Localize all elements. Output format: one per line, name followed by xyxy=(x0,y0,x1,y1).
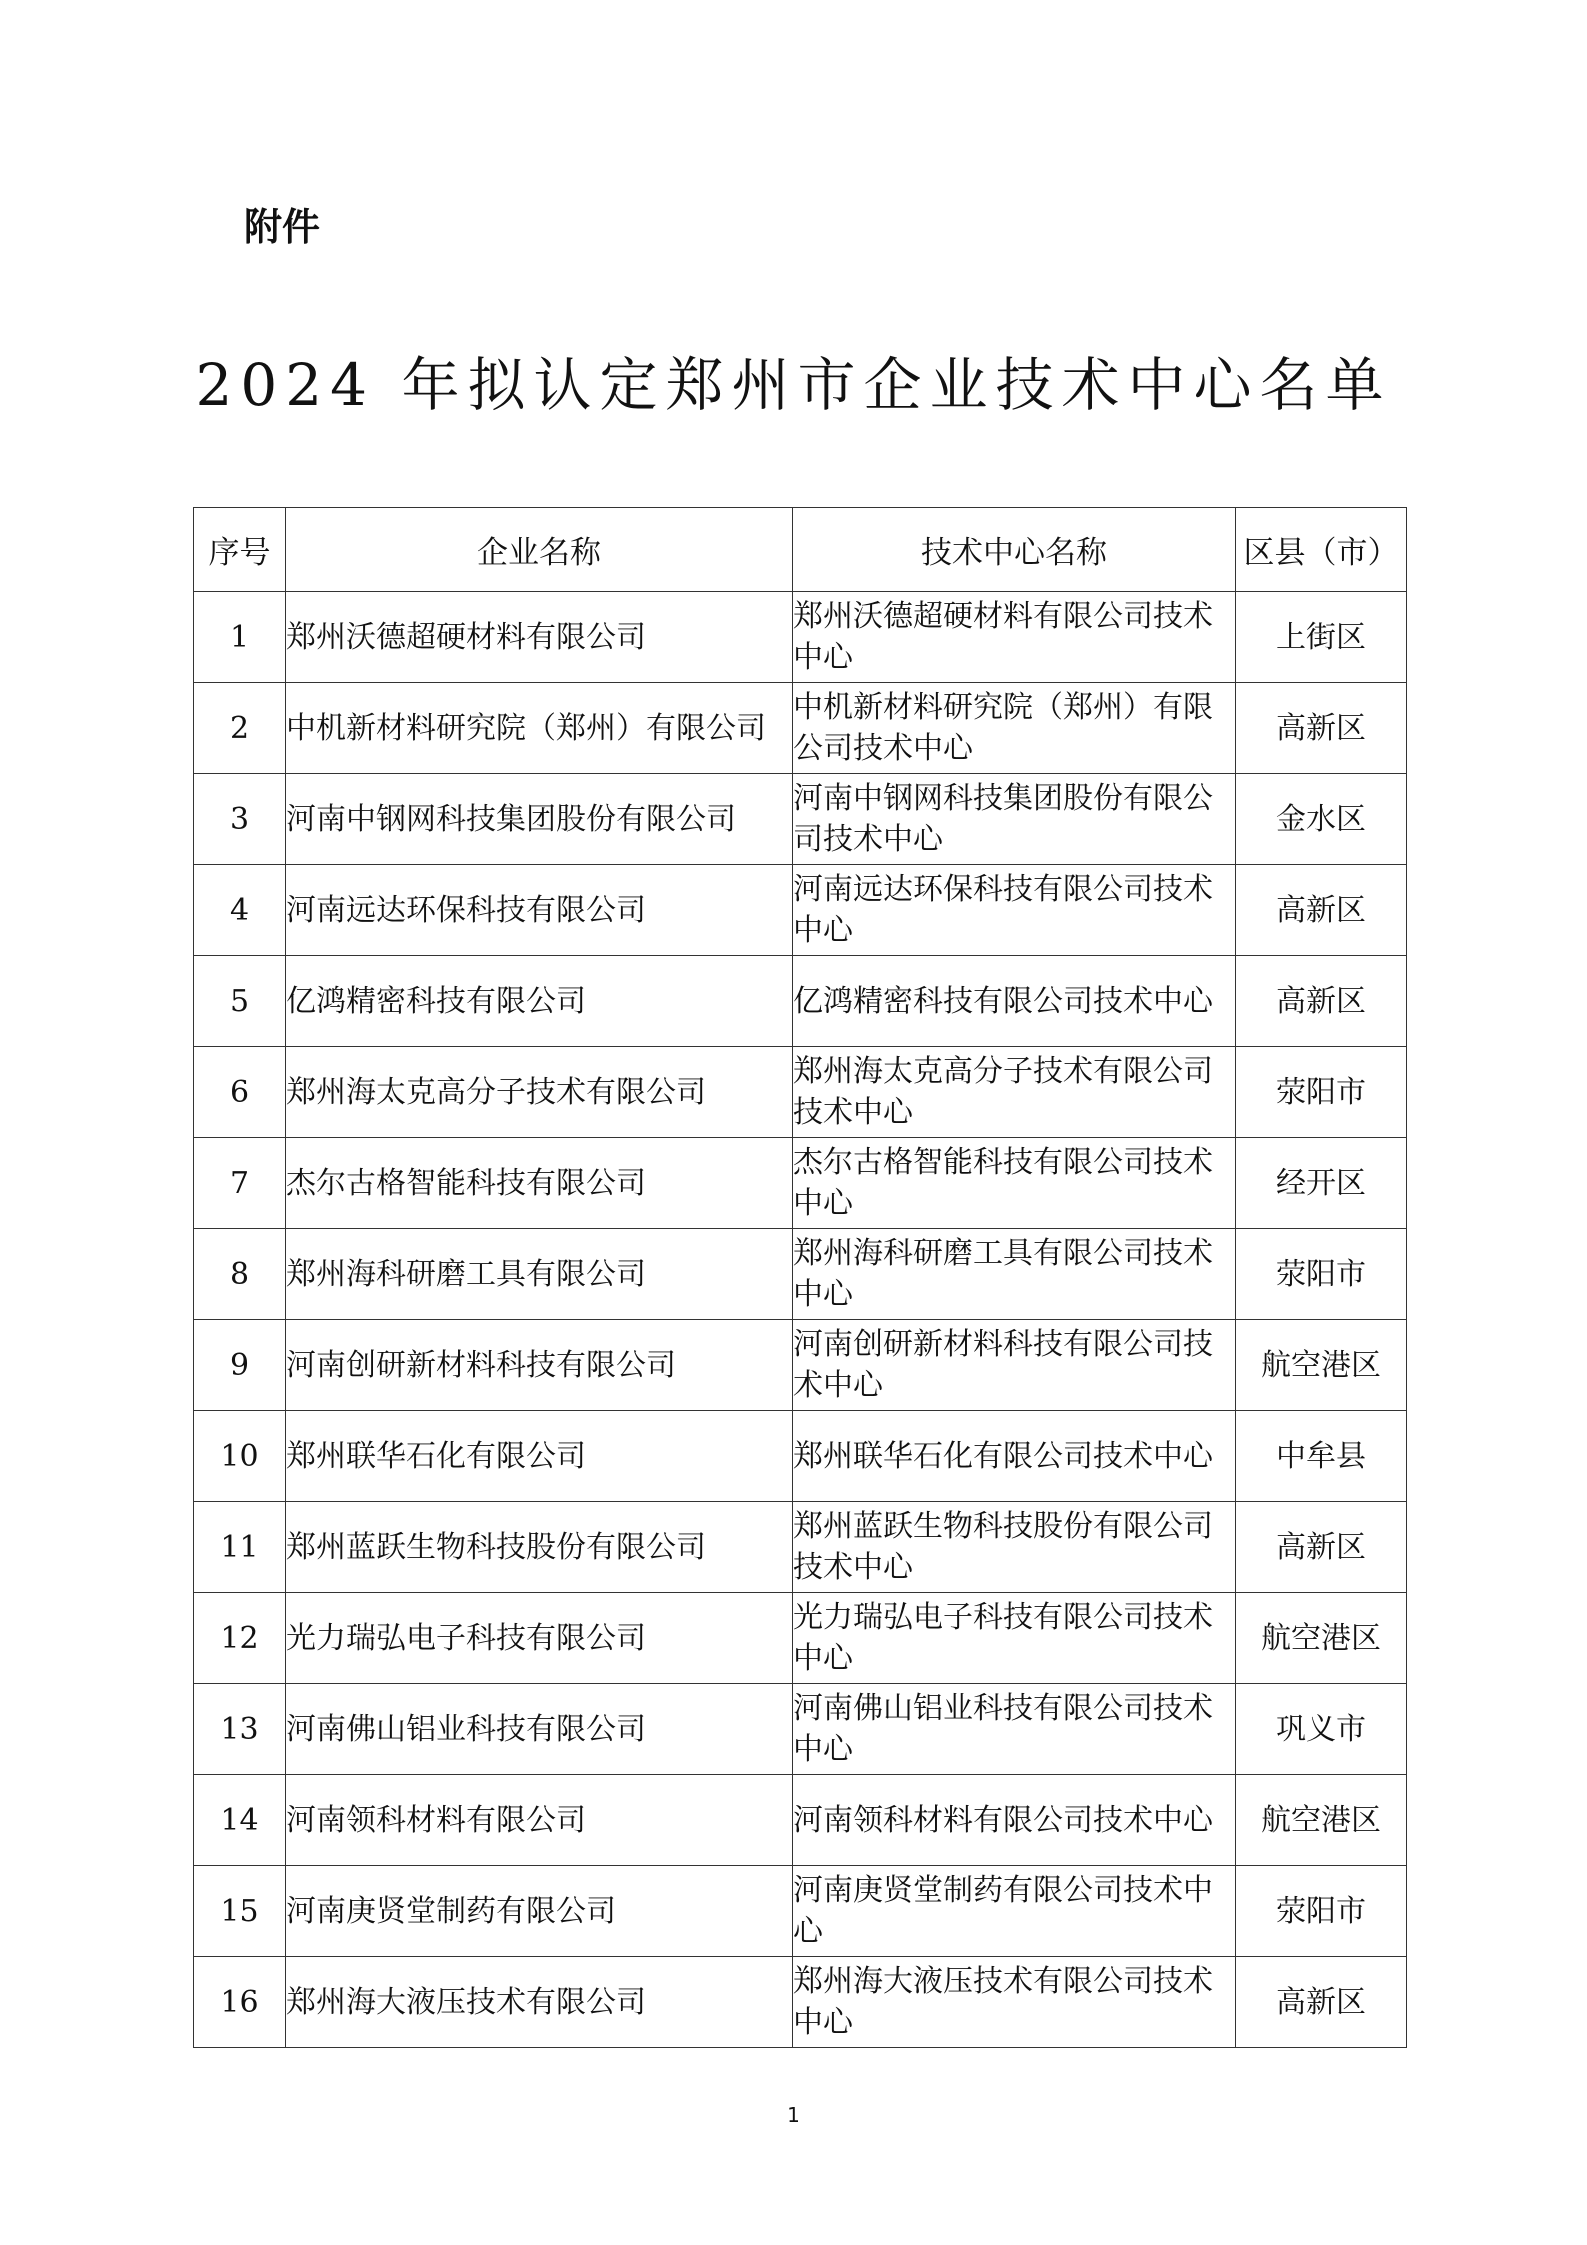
row-serial-number: 16 xyxy=(194,1957,286,2048)
header-district: 区县（市） xyxy=(1236,508,1407,592)
row-tech-center-name: 河南领科材料有限公司技术中心 xyxy=(793,1775,1236,1866)
row-company-name: 河南庚贤堂制药有限公司 xyxy=(286,1866,793,1957)
row-serial-number: 15 xyxy=(194,1866,286,1957)
row-district: 荥阳市 xyxy=(1236,1047,1407,1138)
row-company-name: 河南远达环保科技有限公司 xyxy=(286,865,793,956)
row-serial-number: 14 xyxy=(194,1775,286,1866)
attachment-label: 附件 xyxy=(244,205,321,249)
row-tech-center-name: 河南佛山铝业科技有限公司技术中心 xyxy=(793,1684,1236,1775)
row-tech-center-name: 郑州沃德超硬材料有限公司技术中心 xyxy=(793,592,1236,683)
row-serial-number: 8 xyxy=(194,1229,286,1320)
header-serial-number: 序号 xyxy=(194,508,286,592)
row-district: 高新区 xyxy=(1236,1502,1407,1593)
row-company-name: 河南中钢网科技集团股份有限公司 xyxy=(286,774,793,865)
row-tech-center-name: 郑州海大液压技术有限公司技术中心 xyxy=(793,1957,1236,2048)
row-tech-center-name: 郑州联华石化有限公司技术中心 xyxy=(793,1411,1236,1502)
row-serial-number: 11 xyxy=(194,1502,286,1593)
row-serial-number: 5 xyxy=(194,956,286,1047)
row-company-name: 郑州蓝跃生物科技股份有限公司 xyxy=(286,1502,793,1593)
row-district: 高新区 xyxy=(1236,956,1407,1047)
row-district: 航空港区 xyxy=(1236,1775,1407,1866)
row-serial-number: 2 xyxy=(194,683,286,774)
row-serial-number: 13 xyxy=(194,1684,286,1775)
table-row xyxy=(194,865,1407,956)
row-tech-center-name: 郑州海科研磨工具有限公司技术中心 xyxy=(793,1229,1236,1320)
row-tech-center-name: 亿鸿精密科技有限公司技术中心 xyxy=(793,956,1236,1047)
header-company-name: 企业名称 xyxy=(286,508,793,592)
table-body xyxy=(194,592,1407,2048)
page-number: 1 xyxy=(787,2103,800,2127)
row-district: 金水区 xyxy=(1236,774,1407,865)
row-company-name: 河南领科材料有限公司 xyxy=(286,1775,793,1866)
row-district: 航空港区 xyxy=(1236,1593,1407,1684)
row-district: 航空港区 xyxy=(1236,1320,1407,1411)
table-row xyxy=(194,592,1407,683)
row-district: 荥阳市 xyxy=(1236,1866,1407,1957)
table-row xyxy=(194,1866,1407,1957)
row-serial-number: 12 xyxy=(194,1593,286,1684)
table-row xyxy=(194,1320,1407,1411)
table-row xyxy=(194,1411,1407,1502)
row-serial-number: 3 xyxy=(194,774,286,865)
row-company-name: 杰尔古格智能科技有限公司 xyxy=(286,1138,793,1229)
table-row xyxy=(194,1138,1407,1229)
row-district: 经开区 xyxy=(1236,1138,1407,1229)
row-company-name: 郑州联华石化有限公司 xyxy=(286,1411,793,1502)
row-tech-center-name: 光力瑞弘电子科技有限公司技术中心 xyxy=(793,1593,1236,1684)
table-row xyxy=(194,1047,1407,1138)
row-company-name: 光力瑞弘电子科技有限公司 xyxy=(286,1593,793,1684)
table-row xyxy=(194,1684,1407,1775)
row-serial-number: 1 xyxy=(194,592,286,683)
row-district: 高新区 xyxy=(1236,1957,1407,2048)
row-tech-center-name: 河南中钢网科技集团股份有限公司技术中心 xyxy=(793,774,1236,865)
table-row xyxy=(194,1775,1407,1866)
row-tech-center-name: 河南创研新材料科技有限公司技术中心 xyxy=(793,1320,1236,1411)
row-company-name: 郑州沃德超硬材料有限公司 xyxy=(286,592,793,683)
row-company-name: 河南创研新材料科技有限公司 xyxy=(286,1320,793,1411)
row-company-name: 郑州海科研磨工具有限公司 xyxy=(286,1229,793,1320)
row-district: 高新区 xyxy=(1236,683,1407,774)
row-company-name: 郑州海大液压技术有限公司 xyxy=(286,1957,793,2048)
row-tech-center-name: 中机新材料研究院（郑州）有限公司技术中心 xyxy=(793,683,1236,774)
row-tech-center-name: 郑州蓝跃生物科技股份有限公司技术中心 xyxy=(793,1502,1236,1593)
row-district: 荥阳市 xyxy=(1236,1229,1407,1320)
enterprise-list-table xyxy=(193,507,1407,2048)
row-company-name: 亿鸿精密科技有限公司 xyxy=(286,956,793,1047)
row-tech-center-name: 郑州海太克高分子技术有限公司技术中心 xyxy=(793,1047,1236,1138)
table-row xyxy=(194,1593,1407,1684)
row-tech-center-name: 杰尔古格智能科技有限公司技术中心 xyxy=(793,1138,1236,1229)
row-serial-number: 7 xyxy=(194,1138,286,1229)
table-row xyxy=(194,1957,1407,2048)
row-district: 中牟县 xyxy=(1236,1411,1407,1502)
row-district: 上街区 xyxy=(1236,592,1407,683)
table-row xyxy=(194,1229,1407,1320)
table-row xyxy=(194,683,1407,774)
row-district: 巩义市 xyxy=(1236,1684,1407,1775)
page-title: 2024 年拟认定郑州市企业技术中心名单 xyxy=(195,351,1392,419)
row-serial-number: 10 xyxy=(194,1411,286,1502)
row-tech-center-name: 河南庚贤堂制药有限公司技术中心 xyxy=(793,1866,1236,1957)
row-serial-number: 6 xyxy=(194,1047,286,1138)
table-row xyxy=(194,1502,1407,1593)
row-company-name: 郑州海太克高分子技术有限公司 xyxy=(286,1047,793,1138)
row-company-name: 河南佛山铝业科技有限公司 xyxy=(286,1684,793,1775)
header-tech-center-name: 技术中心名称 xyxy=(793,508,1236,592)
table-header-row xyxy=(194,508,1407,592)
table-row xyxy=(194,956,1407,1047)
row-district: 高新区 xyxy=(1236,865,1407,956)
row-serial-number: 4 xyxy=(194,865,286,956)
row-tech-center-name: 河南远达环保科技有限公司技术中心 xyxy=(793,865,1236,956)
table-row xyxy=(194,774,1407,865)
row-serial-number: 9 xyxy=(194,1320,286,1411)
row-company-name: 中机新材料研究院（郑州）有限公司 xyxy=(286,683,793,774)
